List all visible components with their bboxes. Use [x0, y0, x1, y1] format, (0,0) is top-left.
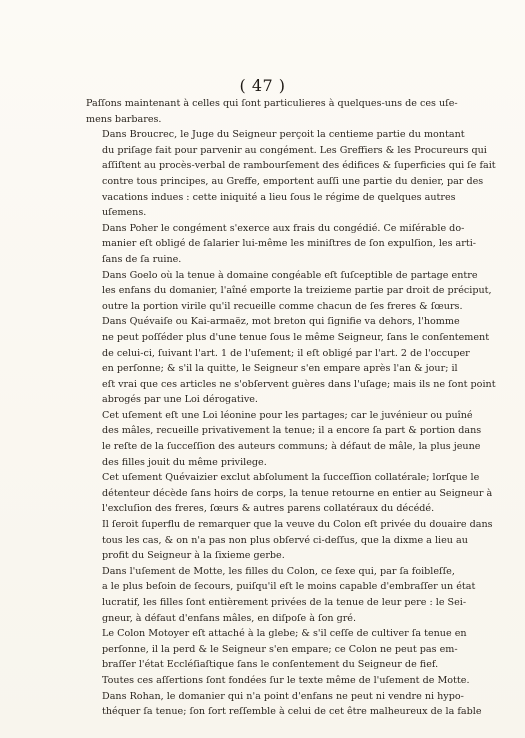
paragraph-2-line-2: du priſage fait pour parvenir au congément. Les Greffiers & les Procureurs qui [102, 144, 487, 156]
paragraph-4-line-2: les enfans du domanier, l'aîné emporte la treizieme partie par droit de préciput, [102, 285, 492, 297]
paragraph-10-line-3: braſſer l'état Eccléſiaſtique ſans le conſentement du Seigneur de fief. [102, 659, 439, 671]
paragraph-6-line-3: le reſte de la ſucceſſion des auteurs communs; à défaut de mâle, la plus jeune [102, 441, 481, 453]
paragraph-8 [86, 517, 493, 564]
paragraph-7 [86, 470, 493, 517]
paragraph-5 [86, 314, 496, 408]
paragraph-9-line-1: Dans l'uſement de Motte, les filles du Colon, ce ſexe qui, par ſa foibleſſe, [102, 565, 455, 577]
paragraph-11-line-1: Toutes ces aſſertions ſont fondées ſur le texte même de l'uſement de Motte. [102, 674, 470, 686]
paragraph-3-line-2: manier eſt obligé de ſalarier lui-même les miniſtres de ſon expulſion, les arti- [102, 238, 477, 250]
paragraph-3-line-1: Dans Poher le congément s'exerce aux frais du congédié. Ce miſérable do- [102, 222, 465, 234]
paragraph-11 [86, 673, 470, 689]
paragraph-8-line-1: Il ſeroit ſuperflu de remarquer que la veuve du Colon eſt privée du douaire dans [102, 519, 493, 531]
paragraph-9-line-2: a le plus beſoin de ſecours, puiſqu'il eſt le moins capable d'embraſſer un état [102, 581, 476, 593]
paragraph-12 [86, 689, 482, 720]
paragraph-6-line-4: des filles jouit du même privilege. [102, 456, 267, 468]
paragraph-5-line-2: ne peut poſſéder plus d'une tenue ſous le même Seigneur, ſans le conſentement [102, 331, 490, 343]
paragraph-4 [86, 268, 492, 315]
paragraph-5-line-6: abrogés par une Loi dérogative. [102, 394, 258, 406]
paragraph-6-line-1: Cet uſement eſt une Loi léonine pour les partages; car le juvénieur ou puîné [102, 409, 473, 421]
paragraph-9 [86, 564, 476, 626]
paragraph-12-line-2: théquer ſa tenue; ſon ſort reſſemble à celui de cet être malheureux de la fable [102, 706, 482, 718]
paragraph-10 [86, 626, 467, 673]
paragraph-5-line-3: de celui-ci, ſuivant l'art. 1 de l'uſement; il eſt obligé par l'art. 2 de l'occuper [102, 347, 470, 359]
paragraph-4-line-3: outre la portion virile qu'il recueille comme chacun de ſes freres & ſœurs. [102, 300, 463, 312]
paragraph-2-line-3: aſſiſtent au procès-verbal de rambourſement des édifices & ſuperficies qui ſe fait [102, 160, 496, 172]
paragraph-10-line-1: Le Colon Motoyer eſt attaché à la glebe; & s'il ceſſe de cultiver ſa tenue en [102, 628, 467, 640]
paragraph-7-line-3: l'excluſion des freres, ſœurs & autres parens collatéraux du décédé. [102, 503, 435, 515]
paragraph-8-line-2: tous les cas, & on n'a pas non plus obſervé ci-deſſus, que la dixme a lieu au [102, 534, 468, 546]
paragraph-12-line-1: Dans Rohan, le domanier qui n'a point d'enfans ne peut ni vendre ni hypo- [102, 690, 464, 702]
paragraph-7-line-2: détenteur décède ſans hoirs de corps, la tenue retourne en entier au Seigneur à [102, 487, 493, 499]
paragraph-10-line-2: perſonne, il la perd & le Seigneur s'en empare; ce Colon ne peut pas em- [102, 643, 458, 655]
paragraph-7-line-1: Cet uſement Quévaizier exclut abſolument la ſucceſſion collatérale; lorſque le [102, 472, 480, 484]
paragraph-2-line-5: vacations indues : cette iniquité a lieu ſous le régime de quelques autres [102, 191, 456, 203]
paragraph-2 [86, 127, 496, 221]
paragraph-2-line-4: contre tous principes, au Greffe, emportent auſſi une partie du denier, par des [102, 175, 484, 187]
paragraph-5-line-1: Dans Quévaiſe ou Kai-armaëz, mot breton qui ſignifie va dehors, l'homme [102, 316, 460, 328]
paragraph-2-line-6: uſemens. [102, 207, 147, 219]
paragraph-6-line-2: des mâles, recueille privativement la tenue; il a encore ſa part & portion dans [102, 425, 482, 437]
paragraph-1-line-1: Paſſons maintenant à celles qui ſont particulieres à quelques-uns de ces uſe- [86, 98, 458, 109]
paragraph-3 [86, 221, 477, 268]
paragraph-9-line-4: gneur, à défaut d'enfans mâles, en diſpoſe à ſon gré. [102, 612, 357, 624]
paragraph-8-line-3: profit du Seigneur à la ſixieme gerbe. [102, 550, 285, 562]
text-body [86, 96, 496, 720]
paragraph-1 [86, 96, 458, 127]
paragraph-5-line-5: eſt vrai que ces articles ne s'obſervent guères dans l'uſage; mais ils ne ſont point [102, 378, 496, 390]
paragraph-6 [86, 408, 482, 470]
paragraph-5-line-4: en perſonne; & s'il la quitte, le Seigneur s'en empare après l'an & jour; il [102, 363, 458, 375]
paragraph-1-line-2: mens barbares. [86, 113, 162, 125]
page-number: ( 47 ) [239, 76, 286, 95]
paragraph-4-line-1: Dans Goelo où la tenue à domaine congéable eſt ſuſceptible de partage entre [102, 269, 478, 281]
paragraph-9-line-3: lucratif, les filles ſont entièrement privées de la tenue de leur pere : le Sei- [102, 597, 467, 608]
paragraph-2-line-1: Dans Broucrec, le Juge du Seigneur perçoit la centieme partie du montant [102, 129, 465, 141]
paragraph-3-line-3: ſans de ſa ruine. [102, 253, 182, 265]
